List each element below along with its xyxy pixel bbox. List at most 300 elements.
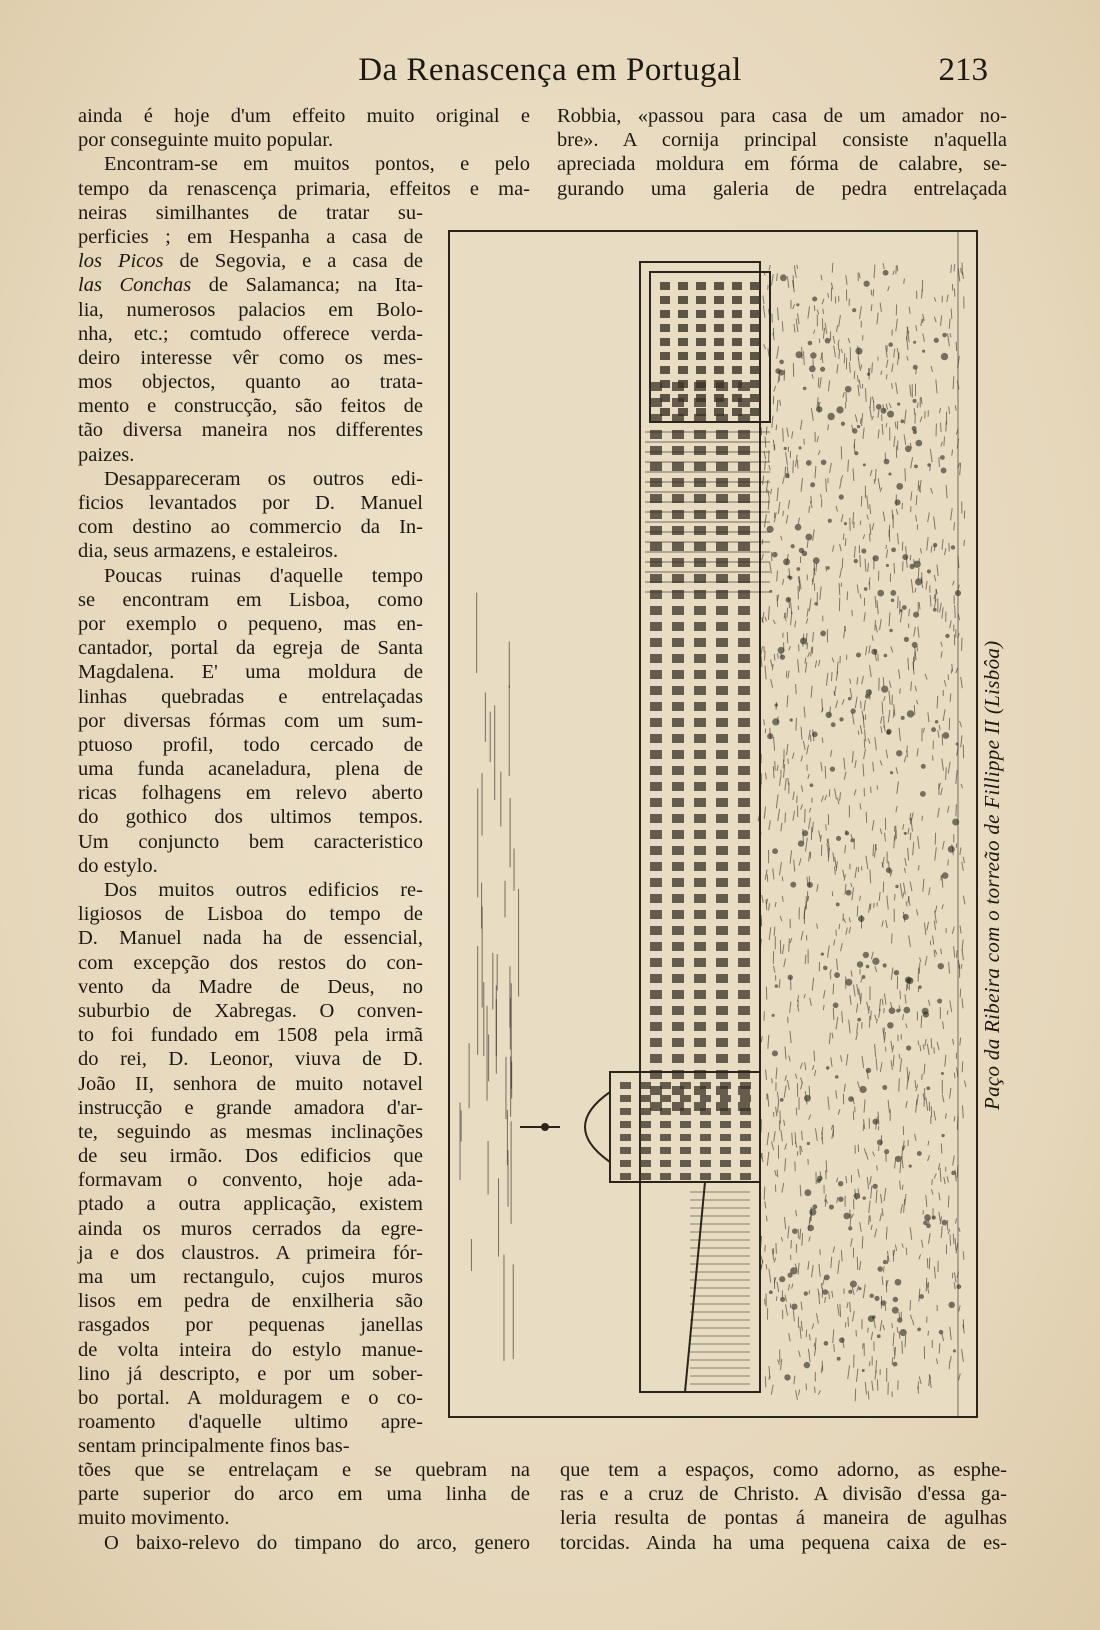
palace-window: [672, 750, 684, 759]
crowd-figure: [854, 789, 856, 795]
text-line: nha, etc.; comtudo offerece verda-: [78, 322, 423, 345]
crowd-head: [784, 1374, 790, 1380]
crowd-figure: [906, 1023, 908, 1028]
crowd-figure: [760, 447, 761, 459]
crowd-figure: [860, 896, 861, 901]
crowd-figure: [778, 1101, 779, 1112]
crowd-figure: [950, 1356, 951, 1362]
crowd-figure: [841, 475, 843, 480]
text-line: mos objectos, quanto ao trata-: [78, 371, 423, 394]
crowd-figure: [841, 514, 843, 522]
crowd-head: [888, 342, 893, 347]
crowd-figure: [764, 514, 766, 527]
crowd-figure: [858, 1169, 860, 1178]
crowd-head: [932, 1216, 936, 1220]
crowd-figure: [787, 276, 788, 287]
crowd-figure: [778, 502, 779, 514]
crowd-figure: [906, 902, 907, 907]
crowd-figure: [790, 1001, 791, 1012]
palace-window: [716, 686, 728, 695]
crowd-figure: [805, 658, 806, 664]
palace-window: [694, 686, 706, 695]
crowd-head: [833, 1002, 839, 1008]
crowd-figure: [908, 658, 909, 670]
crowd-figure: [933, 936, 934, 945]
crowd-figure: [870, 407, 872, 418]
tower-window: [750, 310, 760, 318]
crowd-figure: [766, 1216, 767, 1222]
tower-window: [660, 282, 670, 290]
crowd-figure: [777, 1170, 778, 1178]
crowd-head: [866, 689, 872, 695]
crowd-head: [951, 545, 955, 549]
tower-window: [714, 408, 724, 416]
crowd-head: [933, 608, 937, 612]
crowd-figure: [789, 646, 791, 650]
crowd-figure: [864, 749, 866, 759]
crowd-head: [884, 459, 890, 465]
domed-building-window: [720, 1121, 731, 1128]
crowd-figure: [818, 450, 820, 455]
crowd-figure: [840, 792, 841, 800]
crowd-head: [803, 387, 807, 391]
palace-window: [694, 926, 706, 935]
crowd-figure: [829, 1033, 830, 1044]
crowd-figure: [906, 1247, 907, 1255]
crowd-figure: [910, 555, 911, 560]
crowd-figure: [905, 1335, 906, 1347]
crowd-figure: [763, 296, 764, 304]
crowd-figure: [784, 1085, 786, 1098]
crowd-figure: [765, 870, 767, 880]
crowd-figure: [849, 927, 850, 933]
text-line: apreciada moldura em fórma de calabre, se-: [557, 153, 1007, 176]
palace-window: [716, 654, 728, 663]
crowd-figure: [876, 625, 878, 633]
crowd-figure: [860, 803, 861, 809]
crowd-figure: [792, 752, 794, 758]
crowd-figure: [962, 1349, 964, 1362]
crowd-figure: [896, 509, 898, 515]
palace-window: [738, 1054, 750, 1063]
palace-window: [650, 446, 662, 455]
palace-window: [672, 734, 684, 743]
tower-window: [750, 338, 760, 346]
crowd-figure: [927, 922, 929, 931]
crowd-figure: [928, 712, 929, 722]
crowd-figure: [902, 1341, 903, 1354]
crowd-figure: [916, 325, 917, 331]
crowd-figure: [948, 859, 949, 865]
palace-window: [738, 702, 750, 711]
crowd-figure: [875, 1044, 876, 1058]
crowd-head: [850, 708, 855, 713]
crowd-figure: [906, 546, 907, 554]
domed-building-window: [680, 1108, 691, 1115]
crowd-figure: [798, 1389, 799, 1395]
tower-window: [750, 352, 760, 360]
crowd-head: [835, 1075, 839, 1079]
crowd-figure: [892, 510, 893, 519]
crowd-head: [816, 406, 822, 412]
crowd-figure: [944, 548, 946, 555]
crowd-figure: [950, 1000, 952, 1012]
crowd-head: [882, 1085, 887, 1090]
crowd-figure: [942, 758, 944, 770]
crowd-figure: [809, 1334, 810, 1340]
palace-window: [716, 894, 728, 903]
crowd-head: [848, 1226, 852, 1230]
domed-building-window: [680, 1147, 691, 1154]
crowd-head: [864, 587, 868, 591]
dome-finial: [541, 1123, 549, 1131]
tower-window: [750, 324, 760, 332]
crowd-figure: [844, 353, 845, 363]
palace-window: [738, 670, 750, 679]
palace-window: [694, 814, 706, 823]
crowd-figure: [788, 1226, 789, 1239]
crowd-figure: [921, 397, 922, 404]
crowd-figure: [860, 306, 862, 319]
crowd-head: [841, 422, 845, 426]
crowd-figure: [850, 679, 851, 684]
palace-window: [738, 654, 750, 663]
palace-window: [672, 430, 684, 439]
crowd-figure: [793, 275, 794, 287]
crowd-figure: [891, 1060, 892, 1070]
palace-window: [694, 606, 706, 615]
crowd-figure: [881, 726, 882, 733]
palace-window: [672, 862, 684, 871]
crowd-figure: [915, 515, 916, 521]
crowd-figure: [785, 1046, 786, 1059]
crowd-figure: [939, 1212, 940, 1221]
crowd-figure: [955, 1218, 956, 1223]
crowd-figure: [955, 1238, 956, 1250]
crowd-figure: [766, 899, 767, 905]
crowd-figure: [928, 1000, 930, 1006]
crowd-figure: [877, 313, 878, 325]
crowd-head: [772, 718, 779, 725]
crowd-head: [807, 882, 813, 888]
crowd-figure: [869, 1216, 870, 1225]
palace-window: [694, 526, 706, 535]
domed-building-window: [740, 1134, 751, 1141]
crowd-figure: [869, 645, 870, 653]
crowd-figure: [910, 833, 911, 841]
crowd-head: [874, 1296, 879, 1301]
crowd-figure: [880, 760, 882, 765]
crowd-head: [895, 499, 901, 505]
crowd-figure: [833, 545, 834, 551]
crowd-figure: [930, 595, 931, 606]
palace-window: [650, 798, 662, 807]
crowd-figure: [953, 376, 954, 389]
crowd-figure: [777, 1282, 779, 1292]
crowd-figure: [950, 620, 952, 628]
crowd-head: [848, 697, 852, 701]
crowd-head: [821, 459, 827, 465]
crowd-figure: [823, 328, 824, 339]
crowd-figure: [912, 1319, 914, 1325]
tower-window: [714, 282, 724, 290]
crowd-head: [940, 455, 945, 460]
crowd-head: [807, 1225, 814, 1232]
palace-window: [650, 894, 662, 903]
crowd-figure: [905, 468, 906, 481]
crowd-figure: [931, 1038, 932, 1048]
crowd-head: [863, 1196, 866, 1199]
palace-window: [738, 894, 750, 903]
crowd-figure: [782, 944, 784, 954]
crowd-figure: [900, 990, 901, 999]
crowd-head: [890, 771, 893, 774]
crowd-figure: [961, 735, 962, 747]
crowd-figure: [941, 1143, 942, 1153]
crowd-figure: [960, 925, 961, 933]
text-line: las Conchas de Salamanca; na Ita-: [78, 274, 423, 297]
crowd-figure: [863, 534, 864, 538]
crowd-head: [919, 1294, 924, 1299]
crowd-figure: [777, 765, 778, 771]
crowd-figure: [919, 1376, 921, 1383]
crowd-figure: [944, 437, 945, 446]
crowd-figure: [907, 356, 909, 361]
crowd-head: [866, 1068, 871, 1073]
crowd-figure: [785, 1075, 786, 1081]
crowd-head: [896, 483, 903, 490]
crowd-figure: [886, 360, 888, 368]
crowd-figure: [788, 500, 789, 509]
crowd-head: [922, 350, 925, 353]
palace-window: [694, 942, 706, 951]
crowd-head: [909, 564, 914, 569]
text-line: linhas quebradas e entrelaçadas: [78, 685, 423, 708]
crowd-figure: [813, 632, 814, 642]
crowd-figure: [902, 503, 903, 510]
crowd-figure: [860, 418, 861, 424]
crowd-figure: [777, 308, 778, 321]
crowd-figure: [821, 762, 822, 771]
crowd-figure: [956, 804, 957, 816]
palace-window: [650, 1038, 662, 1047]
crowd-head: [909, 1164, 912, 1167]
crowd-figure: [899, 1054, 900, 1059]
text-line: Desappareceram os outros edi-: [104, 467, 423, 490]
crowd-figure: [937, 696, 938, 709]
crowd-figure: [928, 1155, 930, 1161]
crowd-figure: [880, 619, 882, 630]
crowd-figure: [937, 565, 938, 576]
text-line: ricas folhagens em relevo aberto: [78, 782, 423, 805]
palace-window: [738, 798, 750, 807]
crowd-head: [826, 712, 832, 718]
tower-window: [732, 408, 742, 416]
crowd-head: [941, 1134, 944, 1137]
crowd-figure: [926, 1195, 927, 1207]
crowd-figure: [876, 1058, 877, 1070]
crowd-figure: [875, 469, 876, 481]
crowd-figure: [959, 1228, 960, 1232]
crowd-figure: [760, 618, 761, 629]
crowd-head: [942, 333, 947, 338]
crowd-figure: [812, 374, 813, 379]
text-line: dia, seus armazens, e estaleiros.: [78, 540, 339, 563]
palace-window: [738, 462, 750, 471]
crowd-figure: [877, 600, 878, 614]
palace-window: [650, 462, 662, 471]
crowd-figure: [864, 1148, 866, 1153]
crowd-figure: [954, 289, 955, 297]
crowd-figure: [899, 1312, 900, 1318]
crowd-figure: [962, 940, 963, 951]
crowd-figure: [904, 279, 905, 284]
crowd-figure: [766, 1070, 767, 1080]
crowd-figure: [764, 719, 765, 725]
crowd-figure: [934, 297, 936, 301]
crowd-figure: [938, 808, 940, 818]
palace-window: [738, 686, 750, 695]
crowd-head: [845, 979, 852, 986]
palace-window: [672, 782, 684, 791]
crowd-figure: [774, 927, 775, 936]
crowd-figure: [920, 958, 921, 962]
crowd-figure: [947, 1225, 948, 1231]
crowd-figure: [787, 744, 788, 755]
crowd-figure: [802, 1131, 803, 1140]
crowd-figure: [781, 1359, 782, 1370]
tower-window: [678, 352, 688, 360]
crowd-head: [767, 526, 774, 533]
crowd-figure: [871, 1186, 872, 1199]
palace-window: [650, 526, 662, 535]
palace-window: [716, 798, 728, 807]
crowd-figure: [934, 1174, 936, 1179]
crowd-figure: [801, 1321, 802, 1331]
crowd-figure: [939, 1193, 940, 1201]
text-line: Um conjuncto bem caracteristico: [78, 830, 423, 853]
palace-window: [738, 990, 750, 999]
crowd-head: [858, 916, 864, 922]
crowd-figure: [768, 499, 769, 510]
tower-window: [678, 324, 688, 332]
crowd-head: [810, 783, 814, 787]
crowd-head: [830, 766, 835, 771]
palace-window: [650, 1054, 662, 1063]
crowd-figure: [900, 688, 901, 693]
crowd-figure: [903, 824, 904, 829]
crowd-figure: [885, 833, 886, 842]
domed-building-window: [680, 1082, 691, 1089]
text-line: tão diversa maneira nos differentes: [78, 419, 423, 442]
text-line: mento e construcção, são feitos de: [78, 395, 423, 418]
crowd-figure: [777, 1092, 778, 1102]
crowd-head: [864, 281, 870, 287]
crowd-figure: [848, 460, 849, 472]
right-column-top-text: [557, 104, 1007, 201]
crowd-head: [804, 1362, 810, 1368]
crowd-figure: [911, 457, 913, 468]
crowd-figure: [870, 665, 872, 677]
crowd-figure: [862, 676, 864, 684]
crowd-figure: [857, 585, 858, 594]
crowd-figure: [800, 1146, 801, 1155]
crowd-figure: [801, 756, 802, 762]
crowd-head: [917, 1151, 922, 1156]
crowd-figure: [783, 477, 785, 484]
crowd-figure: [896, 806, 897, 812]
engraving-palace-drawing: [450, 232, 976, 1416]
tower-window: [678, 338, 688, 346]
domed-building-window: [620, 1082, 631, 1089]
crowd-figure: [794, 1376, 795, 1384]
crowd-figure: [808, 1261, 809, 1270]
crowd-figure: [836, 1090, 837, 1098]
crowd-figure: [915, 1080, 916, 1088]
crowd-figure: [816, 563, 817, 571]
crowd-figure: [858, 1081, 860, 1088]
crowd-figure: [919, 962, 920, 973]
crowd-figure: [827, 844, 829, 849]
domed-building-window: [660, 1095, 671, 1102]
crowd-figure: [879, 892, 880, 901]
crowd-figure: [888, 1100, 889, 1113]
crowd-figure: [896, 265, 897, 274]
crowd-figure: [851, 971, 852, 977]
crowd-figure: [948, 762, 950, 774]
crowd-figure: [787, 695, 788, 707]
crowd-figure: [884, 993, 886, 1004]
crowd-figure: [826, 566, 827, 571]
crowd-figure: [785, 813, 786, 823]
tower-window: [732, 296, 742, 304]
crowd-figure: [899, 669, 900, 679]
crowd-figure: [834, 940, 835, 946]
tower-window: [660, 408, 670, 416]
crowd-figure: [938, 730, 939, 738]
text-line: do gothico dos ultimos tempos.: [78, 806, 423, 829]
crowd-head: [796, 303, 799, 306]
left-column-narrow-text: [78, 201, 423, 1459]
crowd-figure: [856, 1003, 857, 1012]
crowd-figure: [964, 540, 965, 546]
crowd-figure: [958, 614, 959, 620]
crowd-figure: [790, 850, 791, 863]
crowd-figure: [880, 1194, 881, 1203]
crowd-figure: [800, 1326, 801, 1339]
crowd-figure: [930, 1379, 931, 1388]
domed-building-window: [680, 1173, 691, 1180]
domed-building-window: [660, 1147, 671, 1154]
crowd-figure: [941, 788, 943, 796]
crowd-head: [931, 727, 936, 732]
crowd-figure: [884, 1008, 885, 1013]
crowd-figure: [910, 1227, 912, 1240]
text-line: formavam o convento, hoje ada-: [78, 1169, 423, 1192]
crowd-figure: [892, 934, 893, 944]
crowd-figure: [931, 366, 932, 372]
crowd-figure: [871, 1225, 872, 1230]
palace-window: [716, 446, 728, 455]
crowd-head: [772, 848, 778, 854]
crowd-figure: [801, 1302, 802, 1311]
crowd-head: [951, 1171, 955, 1175]
crowd-figure: [939, 725, 940, 730]
crowd-figure: [959, 1374, 961, 1381]
crowd-figure: [896, 382, 898, 394]
crowd-figure: [832, 658, 834, 663]
crowd-figure: [809, 506, 810, 513]
